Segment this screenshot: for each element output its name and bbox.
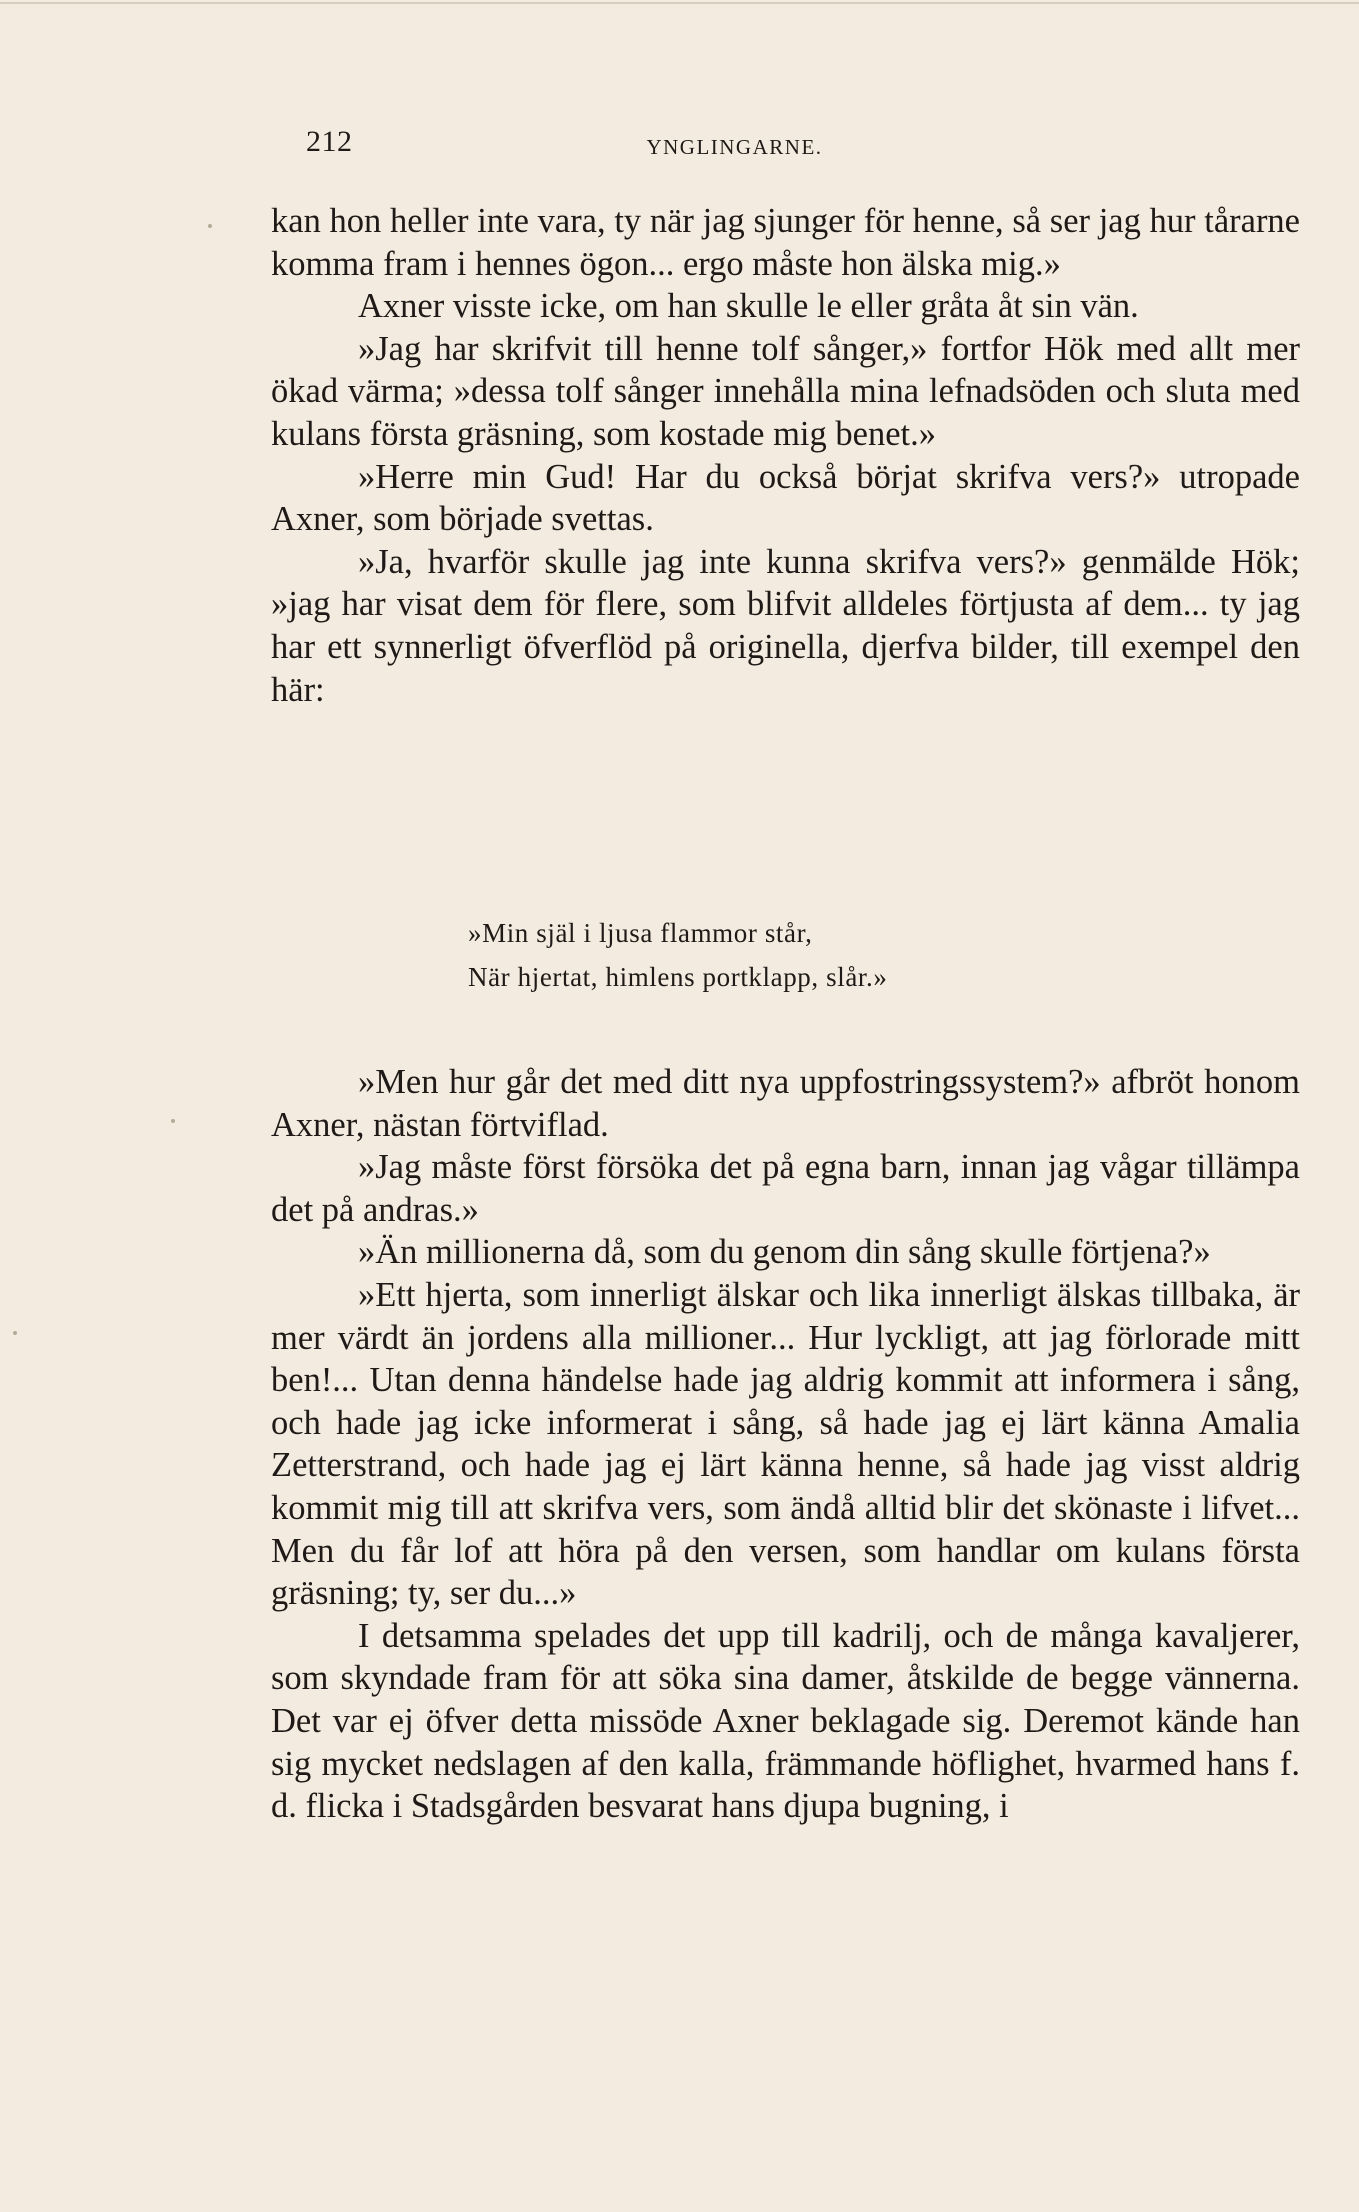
paragraph: kan hon heller inte vara, ty när jag sjunger för henne, så ser jag hur tårarne komma fram i hennes ögon... ergo måste hon älska mig.» [271, 202, 1300, 283]
page-edge-line [0, 2, 1359, 4]
paragraph: »Jag har skrifvit till henne tolf sånger,» fortfor Hök med allt mer ökad värma; »dessa tolf sånger innehålla mina lefnadsöden och sluta med kulans första gräsning, som kostade mig benet.» [271, 329, 1300, 453]
paper-speck [171, 1119, 175, 1123]
paragraph: »Ett hjerta, som innerligt älskar och lika innerligt älskas tillbaka, är mer värdt än jordens alla millioner... Hur lyckligt, att jag förlorade mitt ben!... Utan denna händelse hade jag aldrig kommit att informera i sång, och hade jag icke informerat i sång, så hade jag ej lärt känna Amalia Zetterstrand, och hade jag ej lärt känna henne, så hade jag visst aldrig kommit mig till att skrifva vers, som ändå alltid blir det skönaste i lifvet... Men du får lof att höra på den versen, som handlar om kulans första gräsning; ty, ser du...» [271, 1275, 1300, 1613]
paragraph: »Än millionerna då, som du genom din sång skulle förtjena?» [358, 1233, 1211, 1272]
verse-quote [468, 911, 887, 999]
paragraph: I detsamma spelades det upp till kadrilj, och de många kavaljerer, som skyndade fram för att söka sina damer, åtskilde de begge vännerna. Det var ej öfver detta missöde Axner beklagade sig. Deremot kände han sig mycket nedslagen af den kalla, främmande höflighet, hvarmed hans f. d. flicka i Stadsgården besvarat hans djupa bugning, i [271, 1616, 1300, 1826]
paragraph: »Men hur går det med ditt nya uppfostringssystem?» afbröt honom Axner, nästan förtviflad. [271, 1063, 1300, 1144]
paragraph: »Jag måste först försöka det på egna barn, innan jag vågar tillämpa det på andras.» [271, 1148, 1300, 1229]
body-text-before-verse [271, 200, 1300, 711]
body-text-after-verse [271, 1061, 1300, 1828]
page-number: 212 [306, 125, 353, 158]
paragraph: »Ja, hvarför skulle jag inte kunna skrifva vers?» genmälde Hök; »jag har visat dem för flere, som blifvit alldeles förtjusta af dem... ty jag har ett synnerligt öfverflöd på originella, djerfva bilder, till exempel den här: [271, 542, 1300, 709]
page-header [0, 122, 1359, 162]
paragraph: »Herre min Gud! Har du också börjat skrifva vers?» utropade Axner, som började svettas. [271, 457, 1300, 539]
verse-line-1: »Min själ i ljusa flammor står, [468, 918, 813, 948]
running-title: YNGLINGARNE. [646, 135, 823, 159]
paper-speck [208, 224, 212, 228]
paper-speck [13, 1331, 17, 1335]
paragraph: Axner visste icke, om han skulle le eller gråta åt sin vän. [358, 287, 1139, 326]
verse-line-2: När hjertat, himlens portklapp, slår.» [468, 962, 888, 992]
